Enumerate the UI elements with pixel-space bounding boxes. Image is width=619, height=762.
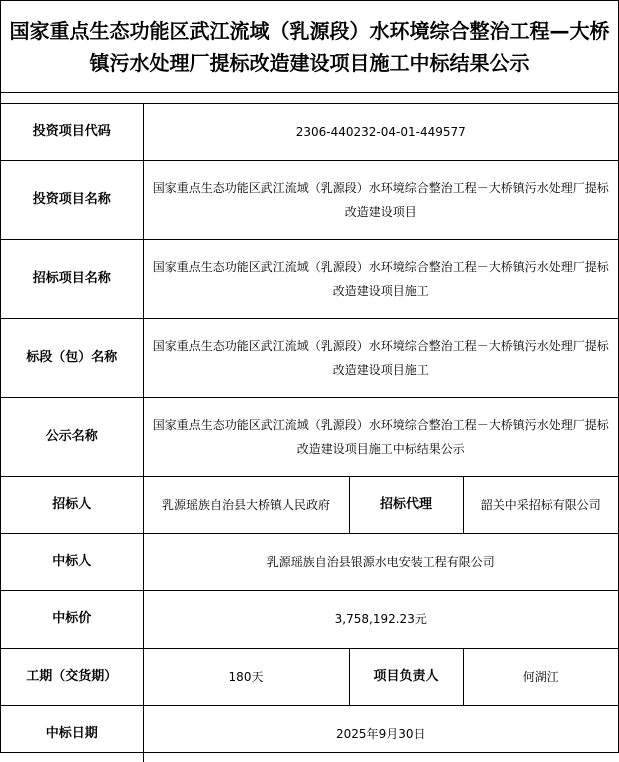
price-label: 中标价 bbox=[1, 590, 143, 648]
row-price bbox=[1, 590, 618, 648]
row-date bbox=[1, 705, 618, 762]
row-investment-code bbox=[1, 104, 618, 160]
agent-label: 招标代理 bbox=[349, 476, 463, 533]
winner-label: 中标人 bbox=[1, 533, 143, 590]
row-tenderer bbox=[1, 476, 618, 533]
title-text: 国家重点生态功能区武江流域（乳源段）水环境综合整治工程—大桥镇污水处理厂提标改造建设项目施工中标结果公示 bbox=[9, 18, 610, 75]
row-period bbox=[1, 648, 618, 705]
manager-value: 何湖江 bbox=[463, 648, 618, 705]
row-investment-name bbox=[1, 160, 618, 239]
tenderer-value: 乳源瑶族自治县大桥镇人民政府 bbox=[143, 476, 349, 533]
date-label: 中标日期 bbox=[1, 705, 143, 762]
section-name-label: 标段（包）名称 bbox=[1, 318, 143, 397]
investment-name-value: 国家重点生态功能区武江流域（乳源段）水环境综合整治工程－大桥镇污水处理厂提标改造建设项目 bbox=[143, 160, 618, 239]
tender-name-label: 招标项目名称 bbox=[1, 239, 143, 318]
row-section-name bbox=[1, 318, 618, 397]
notice-name-value: 国家重点生态功能区武江流域（乳源段）水环境综合整治工程－大桥镇污水处理厂提标改造建设项目施工中标结果公示 bbox=[143, 397, 618, 476]
investment-code-label: 投资项目代码 bbox=[1, 104, 143, 160]
title-gap bbox=[1, 93, 618, 104]
period-value: 180天 bbox=[143, 648, 349, 705]
period-label: 工期（交货期） bbox=[1, 648, 143, 705]
manager-label: 项目负责人 bbox=[349, 648, 463, 705]
row-notice-name bbox=[1, 397, 618, 476]
tender-name-value: 国家重点生态功能区武江流域（乳源段）水环境综合整治工程－大桥镇污水处理厂提标改造建设项目施工 bbox=[143, 239, 618, 318]
result-table bbox=[1, 104, 618, 762]
section-name-value: 国家重点生态功能区武江流域（乳源段）水环境综合整治工程－大桥镇污水处理厂提标改造建设项目施工 bbox=[143, 318, 618, 397]
investment-code-value: 2306-440232-04-01-449577 bbox=[143, 104, 618, 160]
price-value: 3,758,192.23元 bbox=[143, 590, 618, 648]
investment-name-label: 投资项目名称 bbox=[1, 160, 143, 239]
notice-name-label: 公示名称 bbox=[1, 397, 143, 476]
document-title bbox=[1, 1, 618, 93]
winner-value: 乳源瑶族自治县银源水电安装工程有限公司 bbox=[143, 533, 618, 590]
row-tender-name bbox=[1, 239, 618, 318]
date-value: 2025年9月30日 bbox=[143, 705, 618, 762]
agent-value: 韶关中采招标有限公司 bbox=[463, 476, 618, 533]
tenderer-label: 招标人 bbox=[1, 476, 143, 533]
row-winner bbox=[1, 533, 618, 590]
